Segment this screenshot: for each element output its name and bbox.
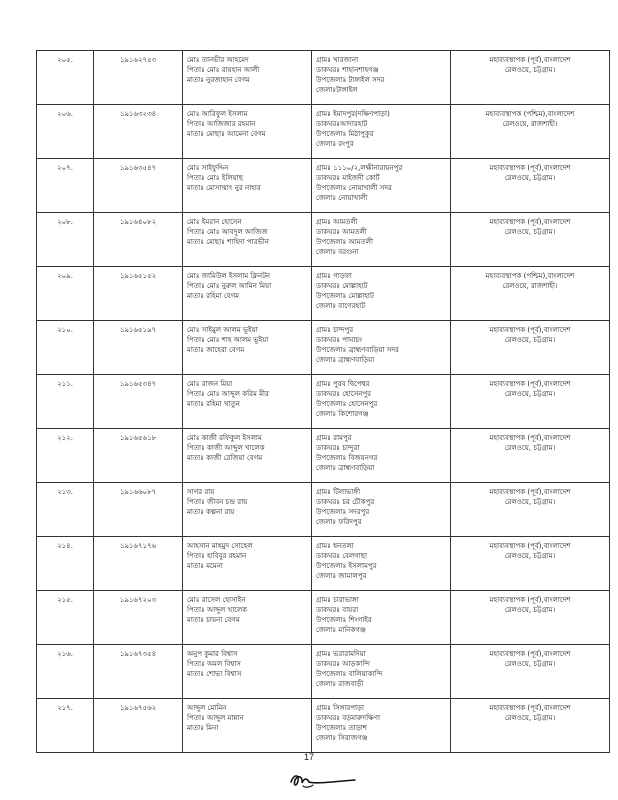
serial-number: ২০৮.: [57, 218, 73, 226]
roll-cell: [94, 105, 183, 159]
mother-name: মাতাঃ মোছাঃ আমেনা বেগম: [187, 130, 266, 138]
candidate-name: সাগর রায়: [187, 488, 215, 496]
posting-line: রেলওয়ে, চট্টগ্রাম।: [504, 228, 556, 236]
candidate-cell: [183, 267, 312, 321]
roll-number: ১৯১৬৭৫৬২: [119, 704, 157, 712]
table-row: [37, 51, 610, 105]
candidate-cell: [183, 645, 312, 699]
posting-line: রেলওয়ে, চট্টগ্রাম।: [504, 174, 556, 182]
father-name: পিতাঃ মোঃ আব্দুল করিম মীর: [187, 390, 269, 398]
posting-line: রেলওয়ে, চট্টগ্রাম।: [504, 444, 556, 452]
candidate-name: মোঃ সাইফুদ্দিন: [187, 164, 229, 172]
candidate-cell: [183, 321, 312, 375]
address-line: গ্রামঃ টিলাভাঙ্গী: [316, 488, 361, 496]
address-line: জেলাঃ জামালপুর: [316, 572, 367, 580]
serial-cell: [37, 267, 94, 321]
serial-cell: [37, 537, 94, 591]
posting-cell: [451, 699, 610, 753]
address-line: গ্রামঃ সিঙ্গারপাড়া: [316, 704, 365, 712]
roll-number: ১৯১৬২৭৫৩: [119, 56, 157, 64]
serial-number: ২০৭.: [57, 164, 73, 172]
father-name: পিতাঃ কাজী আব্দুল খালেক: [187, 444, 265, 452]
posting-line: মহাব্যবস্থাপক (পূর্ব),বাংলাদেশ: [489, 434, 571, 442]
table-row: [37, 429, 610, 483]
candidate-name: মোঃ ইমরান হোসেন: [187, 218, 242, 226]
candidate-name: মোঃ রাসেল হোসাইন: [187, 596, 246, 604]
address-line: জেলাঃ বরগুনা: [316, 248, 359, 256]
serial-number: ২১৪.: [57, 542, 73, 550]
roll-cell: [94, 159, 183, 213]
table-row: [37, 537, 610, 591]
posting-cell: [451, 213, 610, 267]
mother-name: মাতাঃ রহিমা খাতুন: [187, 400, 240, 408]
father-name: পিতাঃ হাবিবুর রহমান: [187, 552, 247, 560]
posting-cell: [451, 591, 610, 645]
candidate-name: মোঃ সাইমুল আলম ভূইয়া: [187, 326, 258, 334]
candidate-name: মোঃ তানভীর আহমেদ: [187, 56, 249, 64]
father-name: পিতাঃ আব্দুল খালেক: [187, 606, 248, 614]
serial-cell: [37, 645, 94, 699]
posting-line: রেলওয়ে, চট্টগ্রাম।: [504, 66, 556, 74]
address-line: উপজেলাঃ সদরপুর: [316, 508, 370, 516]
address-line: উপজেলাঃ মোল্লাহাট: [316, 292, 374, 300]
address-line: গ্রামঃ খারজানা: [316, 56, 359, 64]
table-row: [37, 321, 610, 375]
mother-name: মাতাঃ মোছাঃ শাহিদা পারভীন: [187, 238, 269, 246]
address-line: ডাকঘরঃ আমতলী: [316, 228, 367, 236]
roll-number: ১৯১৬৩৫৪৭: [119, 164, 157, 172]
address-line: ডাকঘরঃ বেলগাছা: [316, 552, 368, 560]
address-line: ডাকঘরঃআদারহাট: [316, 120, 368, 128]
address-line: উপজেলাঃ বিজয়নগর: [316, 454, 378, 462]
posting-cell: [451, 537, 610, 591]
address-line: গ্রামঃ আমতলী: [316, 218, 358, 226]
signature-mark: [285, 768, 365, 792]
address-line: গ্রামঃ রামপুর: [316, 434, 352, 442]
candidate-cell: [183, 375, 312, 429]
posting-line: রেলওয়ে, চট্টগ্রাম।: [504, 336, 556, 344]
mother-name: মাতাঃ শোভা বিশ্বাস: [187, 670, 242, 678]
posting-line: রেলওয়ে, চট্টগ্রাম।: [504, 552, 556, 560]
candidate-cell: [183, 537, 312, 591]
candidate-cell: [183, 159, 312, 213]
serial-number: ২০৬.: [57, 110, 73, 118]
posting-line: মহাব্যবস্থাপক (পশ্চিম),বাংলাদেশ: [485, 110, 575, 118]
serial-number: ২১৬.: [57, 650, 73, 658]
posting-line: রেলওয়ে, রাজশাহী।: [502, 282, 558, 290]
address-cell: [312, 51, 451, 105]
posting-cell: [451, 429, 610, 483]
address-cell: [312, 267, 451, 321]
father-name: পিতাঃ মোঃ নুরুল আমিন মিয়া: [187, 282, 272, 290]
serial-number: ২১২.: [57, 434, 73, 442]
address-line: গ্রামঃ ১১১০/২,লক্ষীনারায়নপুর: [316, 164, 403, 172]
posting-line: মহাব্যবস্থাপক (পূর্ব),বাংলাদেশ: [489, 56, 571, 64]
candidate-cell: [183, 213, 312, 267]
candidate-name: মোঃ আরিফুল ইসলাম: [187, 110, 248, 118]
mother-name: মাতাঃ রহিমা বেগম: [187, 292, 240, 300]
father-name: পিতাঃ মোঃ ইলিয়াছ: [187, 174, 243, 182]
father-name: পিতাঃ জীবন চন্দ্র রায়: [187, 498, 248, 506]
serial-number: ২১৩.: [57, 488, 73, 496]
address-line: জেলাঃ কিশোরগঞ্জ: [316, 410, 369, 418]
roll-number: ১৯১৬৩২৩৪: [119, 110, 157, 118]
address-cell: [312, 105, 451, 159]
address-cell: [312, 213, 451, 267]
father-name: পিতাঃ অমল বিশ্বাস: [187, 660, 241, 668]
address-line: উপজেলাঃ ইসলামপুর: [316, 562, 377, 570]
roll-number: ১৯১৬৭৩৫৪: [119, 650, 157, 658]
address-cell: [312, 429, 451, 483]
posting-cell: [451, 483, 610, 537]
father-name: পিতাঃ মোঃ শাহ আলম ভূইয়া: [187, 336, 269, 344]
posting-cell: [451, 105, 610, 159]
roll-number: ১৯১৬৭২০৩: [119, 596, 157, 604]
mother-name: মাতাঃ মিনা: [187, 724, 219, 732]
address-line: ডাকঘরঃ বড়মারুদক্ষিণা: [316, 714, 381, 722]
mother-name: মাতাঃ চায়না বেগম: [187, 616, 240, 624]
address-line: জেলাঃ ব্রাহ্মণবাড়িয়া: [316, 464, 375, 472]
serial-number: ২০৯.: [57, 272, 73, 280]
address-line: ডাকঘরঃ মাইজদী কোর্ট: [316, 174, 380, 182]
address-line: জেলাঃ সিরাজগঞ্জ: [316, 734, 368, 742]
table-row: [37, 267, 610, 321]
address-line: জেলাঃ নোয়াখালী: [316, 194, 368, 202]
serial-cell: [37, 591, 94, 645]
address-line: জেলাঃ রংপুর: [316, 140, 354, 148]
candidate-table: [36, 50, 610, 753]
table-row: [37, 645, 610, 699]
posting-line: রেলওয়ে, চট্টগ্রাম।: [504, 660, 556, 668]
father-name: পিতাঃ মোঃ রায়হান আলী: [187, 66, 260, 74]
address-line: ডাকঘরঃ পাঘাচং: [316, 336, 363, 344]
posting-line: রেলওয়ে, চট্টগ্রাম।: [504, 390, 556, 398]
address-line: উপজেলাঃ নোয়াখালী সদর: [316, 184, 392, 192]
address-line: উপজেলাঃ আমতলী: [316, 238, 374, 246]
posting-cell: [451, 645, 610, 699]
address-line: ডাকঘরঃ বায়রা: [316, 606, 359, 614]
mother-name: মাতাঃ মোসাম্মাৎ নুর নাহার: [187, 184, 261, 192]
candidate-cell: [183, 51, 312, 105]
father-name: পিতাঃ আব্দুল মান্নান: [187, 714, 244, 722]
roll-cell: [94, 213, 183, 267]
roll-cell: [94, 375, 183, 429]
address-line: গ্রামঃ চারাভাঙ্গা: [316, 596, 359, 604]
address-line: জেলাঃ বাগেরহাট: [316, 302, 366, 310]
serial-cell: [37, 51, 94, 105]
address-line: উপজেলাঃ শিংগাইর: [316, 616, 372, 624]
table-row: [37, 591, 610, 645]
posting-line: মহাব্যবস্থাপক (পূর্ব),বাংলাদেশ: [489, 218, 571, 226]
posting-line: রেলওয়ে, চট্টগ্রাম।: [504, 498, 556, 506]
address-line: জেলাঃ ব্রাহ্মণবাড়িয়া: [316, 356, 375, 364]
serial-cell: [37, 699, 94, 753]
posting-line: মহাব্যবস্থাপক (পূর্ব),বাংলাদেশ: [489, 704, 571, 712]
posting-cell: [451, 267, 610, 321]
posting-cell: [451, 375, 610, 429]
address-line: জেলাঃটাঙ্গাইল: [316, 86, 358, 94]
address-cell: [312, 321, 451, 375]
address-line: উপজেলাঃ তাড়াশ: [316, 724, 367, 732]
posting-line: মহাব্যবস্থাপক (পূর্ব),বাংলাদেশ: [489, 542, 571, 550]
posting-line: মহাব্যবস্থাপক (পূর্ব),বাংলাদেশ: [489, 380, 571, 388]
address-line: গ্রামঃ ধনতলা: [316, 542, 354, 550]
serial-number: ২১১.: [57, 380, 73, 388]
roll-number: ১৯১৬৬০৮৭: [119, 488, 157, 496]
address-line: উপজেলাঃ মিঠাপুকুর: [316, 130, 374, 138]
posting-line: রেলওয়ে, রাজশাহী।: [502, 120, 558, 128]
posting-cell: [451, 321, 610, 375]
address-line: গ্রামঃ ভরারামদিয়া: [316, 650, 366, 658]
roll-number: ১৯১৬৫৬১৮: [119, 434, 157, 442]
address-line: জেলাঃ রাজবাড়ী: [316, 680, 364, 688]
roll-cell: [94, 429, 183, 483]
candidate-name: অনুপ কুমার বিশ্বাস: [187, 650, 238, 658]
posting-line: মহাব্যবস্থাপক (পূর্ব),বাংলাদেশ: [489, 164, 571, 172]
candidate-name: আব্দুল মোমিন: [187, 704, 227, 712]
table-row: [37, 375, 610, 429]
table-row: [37, 159, 610, 213]
serial-cell: [37, 429, 94, 483]
posting-cell: [451, 51, 610, 105]
roll-cell: [94, 51, 183, 105]
candidate-cell: [183, 105, 312, 159]
serial-number: ২১৫.: [57, 596, 73, 604]
roll-number: ১৯১৬৪০৮২: [119, 218, 157, 226]
serial-number: ২১৭.: [57, 704, 73, 712]
address-line: গ্রামঃ গাড়ফা: [316, 272, 352, 280]
candidate-name: মোঃ রাজন মিয়া: [187, 380, 233, 388]
serial-cell: [37, 375, 94, 429]
serial-cell: [37, 159, 94, 213]
roll-number: ১৯১৬৫১৫২: [119, 272, 157, 280]
posting-line: মহাব্যবস্থাপক (পূর্ব),বাংলাদেশ: [489, 326, 571, 334]
serial-cell: [37, 213, 94, 267]
address-line: ডাকঘরঃ আড়কান্দি: [316, 660, 370, 668]
mother-name: মাতাঃ মমেনা: [187, 562, 223, 570]
posting-line: মহাব্যবস্থাপক (পূর্ব),বাংলাদেশ: [489, 596, 571, 604]
address-cell: [312, 645, 451, 699]
serial-cell: [37, 321, 94, 375]
serial-number: ২০৫.: [57, 56, 73, 64]
address-line: গ্রামঃ পুরব দ্বিপেশ্বর: [316, 380, 370, 388]
roll-cell: [94, 483, 183, 537]
posting-line: মহাব্যবস্থাপক (পূর্ব),বাংলাদেশ: [489, 650, 571, 658]
roll-number: ১৯১৬৫৩৪৭: [119, 380, 157, 388]
address-cell: [312, 537, 451, 591]
table-row: [37, 483, 610, 537]
serial-cell: [37, 483, 94, 537]
roll-cell: [94, 537, 183, 591]
table-row: [37, 699, 610, 753]
address-cell: [312, 699, 451, 753]
address-line: উপজেলাঃ হোসেনপুর: [316, 400, 378, 408]
candidate-cell: [183, 591, 312, 645]
roll-cell: [94, 267, 183, 321]
father-name: পিতাঃ আজিজার রহমান: [187, 120, 256, 128]
mother-name: মাতাঃ কাজী রেজিয়া বেগম: [187, 454, 263, 462]
posting-line: মহাব্যবস্থাপক (পশ্চিম),বাংলাদেশ: [485, 272, 575, 280]
table-row: [37, 105, 610, 159]
posting-cell: [451, 159, 610, 213]
address-cell: [312, 483, 451, 537]
address-line: ডাকঘরঃ মোল্লাহাট: [316, 282, 368, 290]
posting-line: মহাব্যবস্থাপক (পূর্ব),বাংলাদেশ: [489, 488, 571, 496]
candidate-cell: [183, 483, 312, 537]
table-row: [37, 213, 610, 267]
roll-number: ১৯১৬৫১৯৭: [119, 326, 157, 334]
roll-cell: [94, 645, 183, 699]
page-number: 17: [303, 752, 314, 762]
roll-cell: [94, 591, 183, 645]
roll-cell: [94, 699, 183, 753]
father-name: পিতাঃ মোঃ আবদুল আজিজ: [187, 228, 268, 236]
roll-cell: [94, 321, 183, 375]
mother-name: মাতাঃ কল্পনা রায়: [187, 508, 235, 516]
address-line: ডাকঘরঃ চর চৌকপুর: [316, 498, 375, 506]
candidate-table-body: [37, 51, 610, 753]
address-cell: [312, 159, 451, 213]
address-cell: [312, 375, 451, 429]
address-line: গ্রামঃ ইমাদপুর(দক্ষিণপাড়া): [316, 110, 390, 118]
candidate-name: মোঃ জামিউল ইসলাম ক্লিনটন: [187, 272, 271, 280]
serial-number: ২১০.: [57, 326, 73, 334]
address-line: উপজেলাঃ বালিয়াকান্দি: [316, 670, 383, 678]
posting-line: রেলওয়ে, চট্টগ্রাম।: [504, 606, 556, 614]
serial-cell: [37, 105, 94, 159]
address-line: ডাকঘরঃ চান্দুরা: [316, 444, 360, 452]
address-line: ডাকঘরঃ শাহানশাহগঞ্জ: [316, 66, 379, 74]
candidate-name: মোঃ কাজী রফিকুল ইসলাম: [187, 434, 262, 442]
candidate-cell: [183, 429, 312, 483]
address-line: গ্রামঃ চান্দপুর: [316, 326, 354, 334]
address-line: উপজেলাঃ টাঙ্গাইল সদর: [316, 76, 385, 84]
address-cell: [312, 591, 451, 645]
address-line: জেলাঃ ফরিদপুর: [316, 518, 362, 526]
mother-name: মাতাঃ জাহেরা বেগম: [187, 346, 245, 354]
address-line: ডাকঘরঃ হোসেনপুর: [316, 390, 371, 398]
posting-line: রেলওয়ে, চট্টগ্রাম।: [504, 714, 556, 722]
candidate-name: আহসান মাহমুদ সোহেল: [187, 542, 253, 550]
candidate-cell: [183, 699, 312, 753]
roll-number: ১৯১৬৭১৭৬: [119, 542, 157, 550]
address-line: উপজেলাঃ ব্রাহ্মণবাড়িয়া সদর: [316, 346, 399, 354]
mother-name: মাতাঃ নুরজাহান বেগম: [187, 76, 250, 84]
address-line: জেলাঃ মানিকগঞ্জ: [316, 626, 366, 634]
